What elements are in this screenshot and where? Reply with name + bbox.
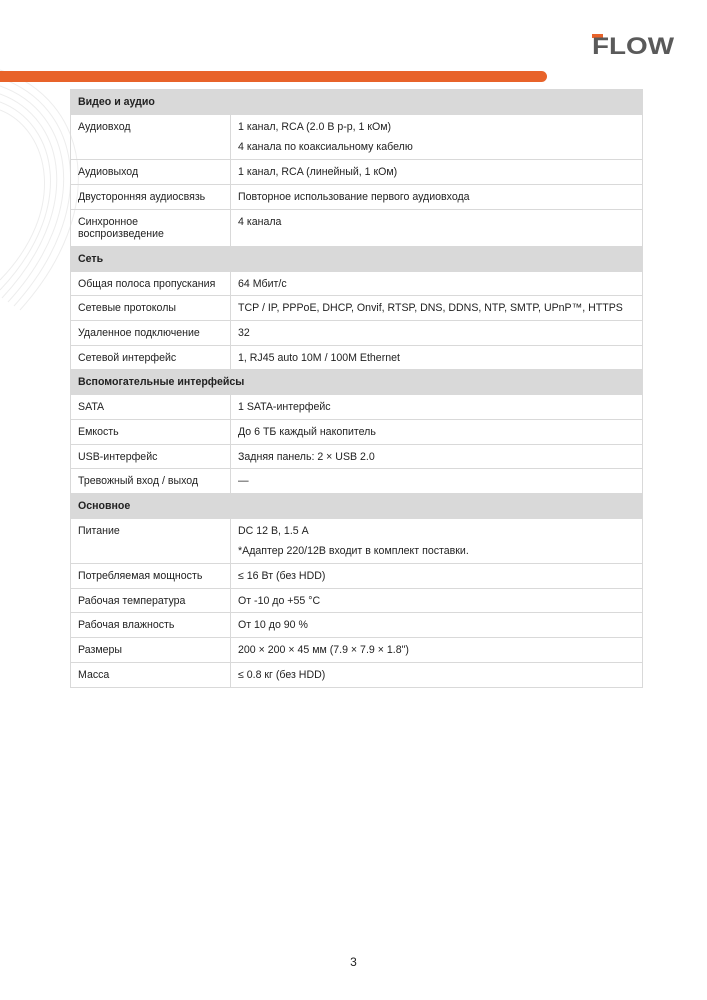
spec-value-cell bbox=[231, 345, 643, 370]
spec-value-cell bbox=[231, 184, 643, 209]
spec-value-cell bbox=[231, 321, 643, 346]
spec-value-cell bbox=[231, 564, 643, 589]
spec-label: Рабочая температура bbox=[71, 588, 231, 613]
section-header bbox=[71, 246, 643, 271]
spec-label: Удаленное подключение bbox=[71, 321, 231, 346]
section-title: Основное bbox=[71, 493, 643, 518]
spec-value-cell bbox=[231, 662, 643, 687]
spec-value-cell bbox=[231, 518, 643, 563]
spec-label: Двусторонняя аудиосвязь bbox=[71, 184, 231, 209]
section-title: Сеть bbox=[71, 246, 643, 271]
spec-value-cell bbox=[231, 160, 643, 185]
spec-label: SATA bbox=[71, 395, 231, 420]
table-row bbox=[71, 564, 643, 589]
spec-value-cell bbox=[231, 114, 643, 159]
table-row bbox=[71, 518, 643, 563]
table-row bbox=[71, 588, 643, 613]
table-row bbox=[71, 613, 643, 638]
section-title: Вспомогательные интерфейсы bbox=[71, 370, 643, 395]
spec-value: До 6 ТБ каждый накопитель bbox=[238, 425, 376, 438]
table-row bbox=[71, 160, 643, 185]
table-row bbox=[71, 469, 643, 494]
spec-table-body bbox=[71, 90, 643, 688]
spec-label: Сетевой интерфейс bbox=[71, 345, 231, 370]
spec-value: 1, RJ45 auto 10M / 100M Ethernet bbox=[238, 351, 400, 364]
spec-value: 32 bbox=[238, 327, 250, 340]
spec-value-cell bbox=[231, 469, 643, 494]
table-row bbox=[71, 271, 643, 296]
table-row bbox=[71, 638, 643, 663]
spec-label: Размеры bbox=[71, 638, 231, 663]
spec-value-cell bbox=[231, 444, 643, 469]
spec-label: Масса bbox=[71, 662, 231, 687]
spec-value: Задняя панель: 2 × USB 2.0 bbox=[238, 450, 375, 463]
spec-label: Рабочая влажность bbox=[71, 613, 231, 638]
section-title: Видео и аудио bbox=[71, 90, 643, 115]
spec-value-cell bbox=[231, 588, 643, 613]
spec-label: Потребляемая мощность bbox=[71, 564, 231, 589]
spec-label: Синхронное воспроизведение bbox=[71, 209, 231, 246]
spec-label: USB-интерфейс bbox=[71, 444, 231, 469]
table-row bbox=[71, 184, 643, 209]
spec-value-cell bbox=[231, 419, 643, 444]
section-header bbox=[71, 90, 643, 115]
table-row bbox=[71, 662, 643, 687]
spec-value: — bbox=[238, 475, 249, 488]
spec-label: Аудиовход bbox=[71, 114, 231, 159]
table-row bbox=[71, 345, 643, 370]
section-header bbox=[71, 370, 643, 395]
spec-value: DC 12 В, 1.5 А bbox=[238, 524, 309, 537]
spec-label: Сетевые протоколы bbox=[71, 296, 231, 321]
spec-value: От 10 до 90 % bbox=[238, 619, 308, 632]
table-row bbox=[71, 209, 643, 246]
spec-value: ≤ 0.8 кг (без HDD) bbox=[238, 668, 326, 681]
table-row bbox=[71, 444, 643, 469]
spec-value: 64 Мбит/с bbox=[238, 277, 287, 290]
spec-value-cell bbox=[231, 613, 643, 638]
table-row bbox=[71, 114, 643, 159]
spec-label: Питание bbox=[71, 518, 231, 563]
spec-value: 4 канала bbox=[238, 215, 282, 228]
spec-table bbox=[70, 89, 643, 688]
spec-value: 1 SATA-интерфейс bbox=[238, 401, 331, 414]
header-accent-bar bbox=[0, 71, 547, 82]
spec-value: Повторное использование первого аудиовхода bbox=[238, 190, 470, 203]
logo-text: FLOW bbox=[592, 33, 674, 56]
spec-label: Аудиовыход bbox=[71, 160, 231, 185]
spec-value: TCP / IP, PPPoE, DHCP, Onvif, RTSP, DNS, DDNS, NTP, SMTP, UPnP™, HTTPS bbox=[238, 302, 623, 315]
spec-value-cell bbox=[231, 638, 643, 663]
section-header bbox=[71, 493, 643, 518]
page-number: 3 bbox=[350, 955, 357, 969]
spec-value: 200 × 200 × 45 мм (7.9 × 7.9 × 1.8") bbox=[238, 644, 409, 657]
spec-label: Емкость bbox=[71, 419, 231, 444]
spec-value: От -10 до +55 °C bbox=[238, 594, 321, 607]
spec-value: 1 канал, RCA (линейный, 1 кОм) bbox=[238, 166, 398, 179]
spec-value-cell bbox=[231, 296, 643, 321]
flow-logo bbox=[590, 32, 674, 56]
table-row bbox=[71, 321, 643, 346]
table-row bbox=[71, 419, 643, 444]
spec-value-cell bbox=[231, 209, 643, 246]
spec-value: 4 канала по коаксиальному кабелю bbox=[238, 141, 413, 154]
spec-value-cell bbox=[231, 395, 643, 420]
table-row bbox=[71, 296, 643, 321]
spec-value: ≤ 16 Вт (без HDD) bbox=[238, 570, 326, 583]
spec-label: Общая полоса пропускания bbox=[71, 271, 231, 296]
spec-label: Тревожный вход / выход bbox=[71, 469, 231, 494]
spec-value-cell bbox=[231, 271, 643, 296]
spec-value: *Адаптер 220/12В входит в комплект поставки. bbox=[238, 545, 469, 558]
table-row bbox=[71, 395, 643, 420]
spec-value: 1 канал, RCA (2.0 В р-р, 1 кОм) bbox=[238, 120, 392, 133]
